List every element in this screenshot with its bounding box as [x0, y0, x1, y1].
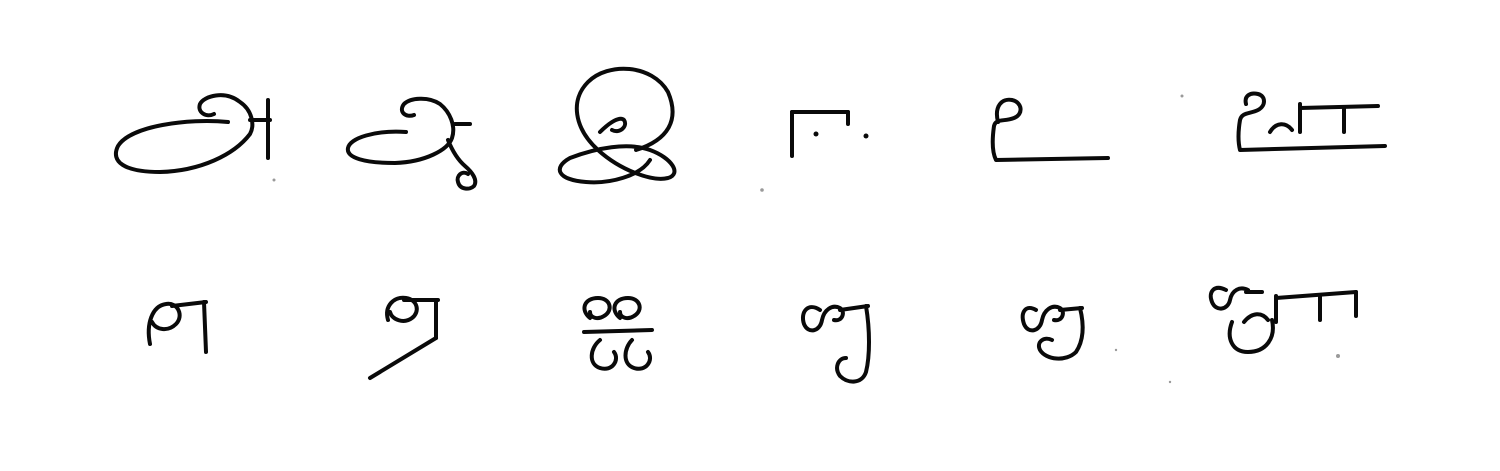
glyph-e — [149, 302, 206, 352]
glyph-oo — [1023, 307, 1083, 359]
glyph-ee — [370, 298, 438, 378]
glyph-aa — [348, 99, 475, 189]
glyph-uu — [1239, 93, 1386, 150]
glyph-a — [116, 95, 270, 172]
glyph-ai — [584, 298, 652, 369]
glyph-au — [1211, 288, 1356, 352]
glyph-ii — [792, 112, 869, 156]
glyph-u — [993, 100, 1108, 160]
glyph-o — [803, 306, 869, 382]
glyph-i — [560, 69, 675, 183]
